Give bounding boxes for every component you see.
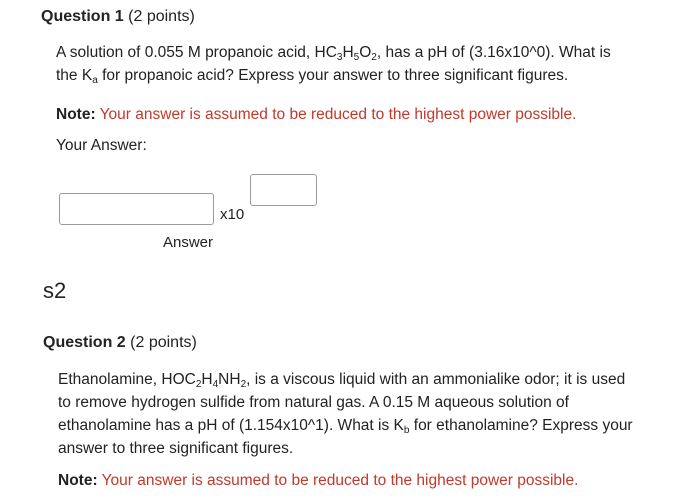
q1-note-label: Note: (56, 106, 96, 123)
q1-text-b: H (342, 44, 354, 61)
q1-sub-a3: 2 (371, 52, 377, 63)
q2-line-3: ethanolamine has a pH of (1.154x10^1). What is K (58, 417, 404, 434)
question-2-title-prefix: Question (43, 334, 113, 351)
q1-note-text: Your answer is assumed to be reduced to the highest power possible. (95, 106, 577, 123)
question-2-note (58, 472, 578, 490)
section-label: s2 (43, 278, 67, 303)
q2-text-d: , is a viscous liquid with an ammonialike odor; it is used (246, 371, 626, 388)
q2-sub-b2: 4 (212, 379, 219, 390)
question-1-text (56, 41, 656, 87)
question-2-title (43, 334, 197, 352)
question-1-title (41, 8, 195, 26)
answer-exponent-input[interactable] (250, 174, 317, 206)
q1-text-d: , has a pH of (3.16x10^0). What is (376, 44, 611, 61)
q1-sub-a4: a (92, 75, 98, 86)
q2-text-c: NH (218, 371, 241, 388)
answer-mantissa-input[interactable] (59, 193, 214, 225)
question-1-number: 1 (114, 8, 124, 25)
question-2-number: 2 (116, 334, 126, 351)
answer-caption: Answer (163, 234, 214, 251)
q2-text-a: Ethanolamine, HOC (58, 371, 196, 388)
q1-text-f: for propanoic acid? Express your answer to three significant figures. (97, 67, 569, 84)
q1-text-e: the K (56, 67, 93, 84)
q1-text-c: O (359, 44, 372, 61)
question-2-points: (2 points) (130, 334, 197, 351)
question-1-title-prefix: Question (41, 8, 111, 25)
q2-sub-b3: 2 (240, 379, 247, 390)
q2-line-4: answer to three significant figures. (58, 440, 294, 457)
q2-note-label: Note: (58, 472, 98, 489)
q2-line-2: to remove hydrogen sulfide from natural gas. A 0.15 M aqueous solution of (58, 394, 569, 411)
q2-note-text: Your answer is assumed to be reduced to the highest power possible. (97, 472, 579, 489)
q2-sub-b4: b (403, 425, 410, 436)
q1-sub-a1: 3 (336, 52, 343, 63)
question-1-note (56, 106, 576, 124)
q2-line-3-end: for ethanolamine? Express your (409, 417, 633, 434)
question-1-points: (2 points) (128, 8, 195, 25)
question-2-text (58, 368, 658, 460)
q1-text-a: A solution of 0.055 M propanoic acid, HC (56, 44, 337, 61)
times-ten-label: x10 (220, 206, 245, 223)
q1-sub-a2: 5 (353, 52, 360, 63)
q2-text-b: H (201, 371, 213, 388)
q2-sub-b1: 2 (195, 379, 202, 390)
your-answer-label: Your Answer: (56, 137, 147, 154)
